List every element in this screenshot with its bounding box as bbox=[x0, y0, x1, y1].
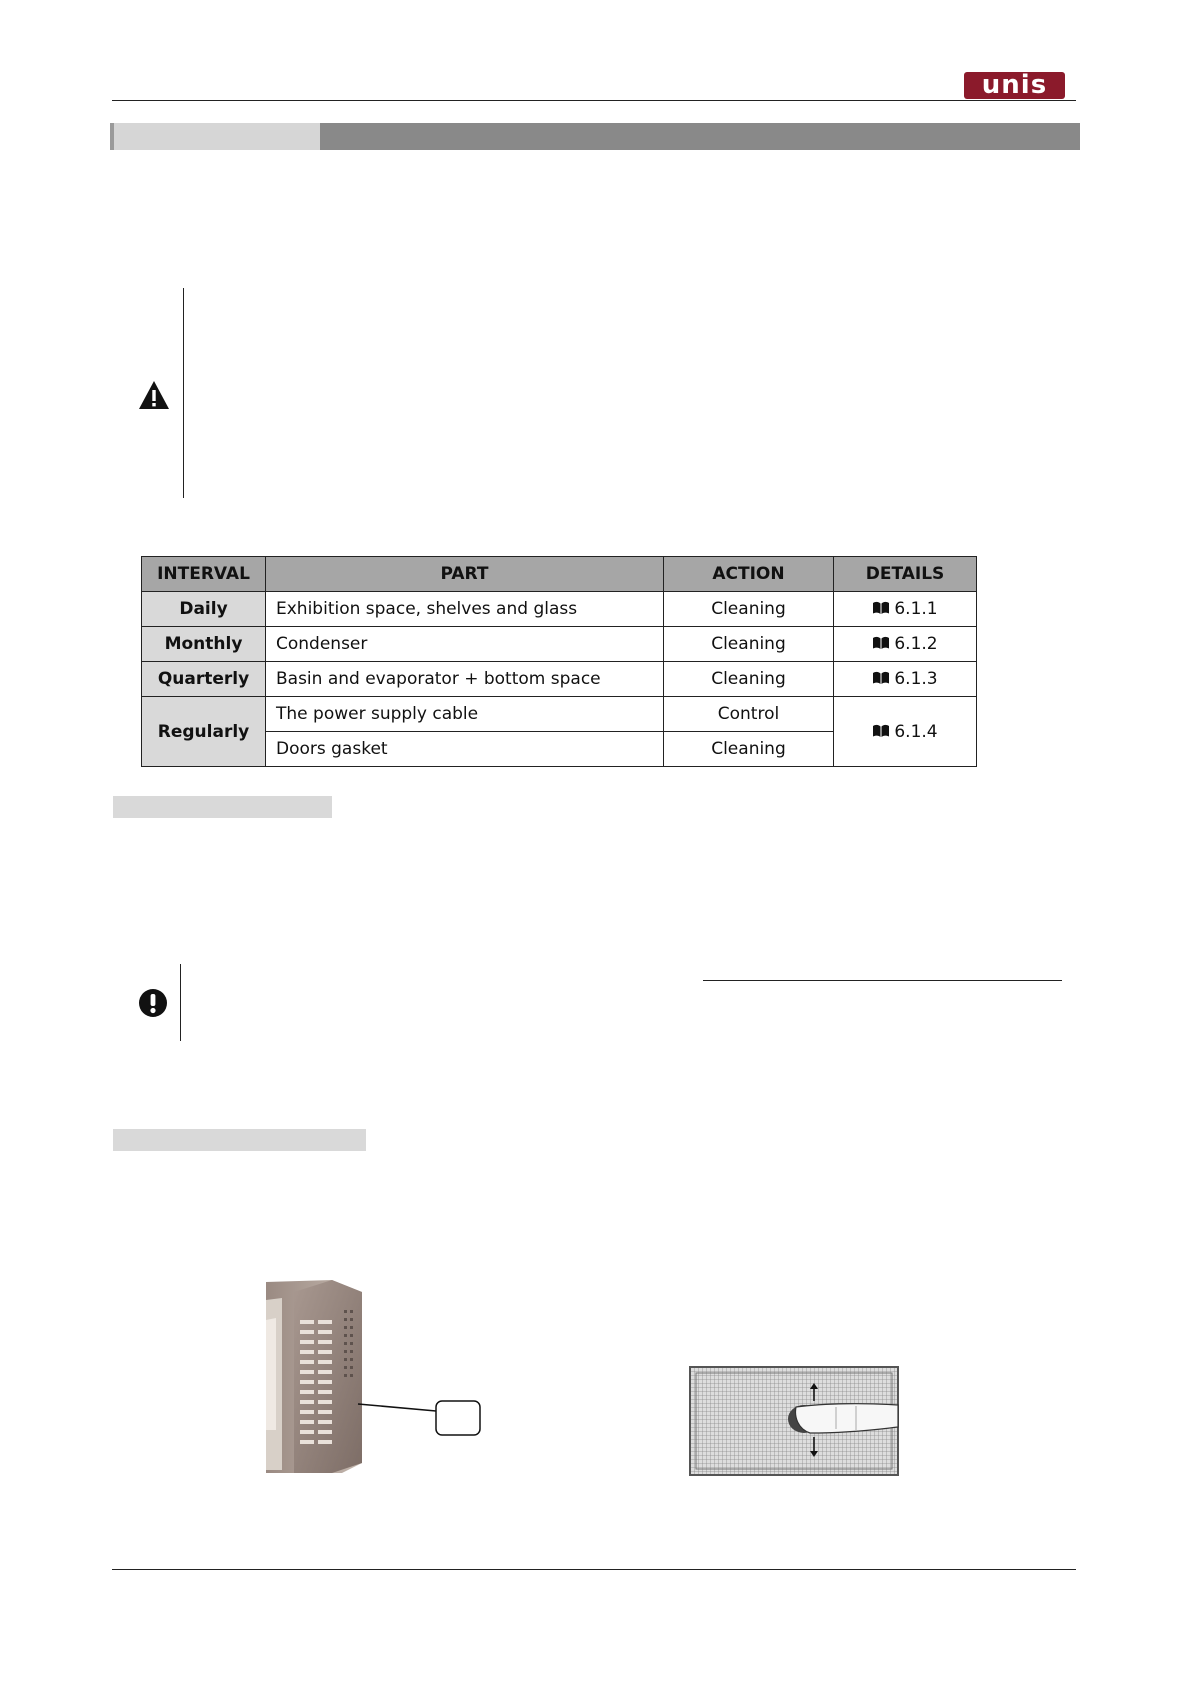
section-heading-bar bbox=[110, 123, 1080, 150]
book-icon bbox=[872, 636, 890, 650]
part-cell: Condenser bbox=[266, 627, 664, 662]
footer-divider bbox=[112, 1569, 1076, 1570]
condenser-housing-image bbox=[262, 1280, 492, 1475]
details-cell bbox=[834, 627, 977, 662]
book-icon bbox=[872, 601, 890, 615]
action-cell: Control bbox=[664, 697, 834, 732]
part-cell: Exhibition space, shelves and glass bbox=[266, 592, 664, 627]
part-cell: The power supply cable bbox=[266, 697, 664, 732]
condenser-coil-cleaning-image bbox=[686, 1363, 906, 1481]
interval-cell: Regularly bbox=[142, 697, 266, 767]
part-cell: Basin and evaporator + bottom space bbox=[266, 662, 664, 697]
part-cell: Doors gasket bbox=[266, 732, 664, 767]
warning-triangle-icon bbox=[138, 380, 170, 414]
header-divider bbox=[112, 100, 1076, 101]
table-row bbox=[142, 627, 977, 662]
exclamation-circle-icon bbox=[138, 988, 168, 1022]
details-cell bbox=[834, 697, 977, 767]
subsection-heading-bar bbox=[113, 1129, 366, 1151]
note-underline bbox=[703, 980, 1062, 981]
details-ref: 6.1.3 bbox=[894, 669, 938, 689]
details-cell bbox=[834, 592, 977, 627]
details-ref: 6.1.4 bbox=[894, 721, 938, 742]
subsection-heading-bar bbox=[113, 796, 332, 818]
column-header-action: ACTION bbox=[664, 557, 834, 592]
brand-logo-text: unis bbox=[981, 69, 1048, 100]
action-cell: Cleaning bbox=[664, 662, 834, 697]
interval-cell: Monthly bbox=[142, 627, 266, 662]
table-row bbox=[142, 592, 977, 627]
action-cell: Cleaning bbox=[664, 627, 834, 662]
action-cell: Cleaning bbox=[664, 732, 834, 767]
book-icon bbox=[872, 671, 890, 685]
column-header-part: PART bbox=[266, 557, 664, 592]
details-ref: 6.1.1 bbox=[894, 599, 938, 619]
action-cell: Cleaning bbox=[664, 592, 834, 627]
interval-cell: Quarterly bbox=[142, 662, 266, 697]
table-header-row bbox=[142, 557, 977, 592]
table-row bbox=[142, 662, 977, 697]
interval-cell: Daily bbox=[142, 592, 266, 627]
maintenance-schedule-table bbox=[141, 556, 977, 767]
book-icon bbox=[872, 724, 890, 738]
warning-block-rule bbox=[183, 288, 184, 498]
note-block-rule bbox=[180, 964, 181, 1041]
table-row bbox=[142, 697, 977, 732]
details-ref: 6.1.2 bbox=[894, 634, 938, 654]
brand-logo bbox=[964, 69, 1065, 100]
details-cell bbox=[834, 662, 977, 697]
column-header-interval: INTERVAL bbox=[142, 557, 266, 592]
column-header-details: DETAILS bbox=[834, 557, 977, 592]
